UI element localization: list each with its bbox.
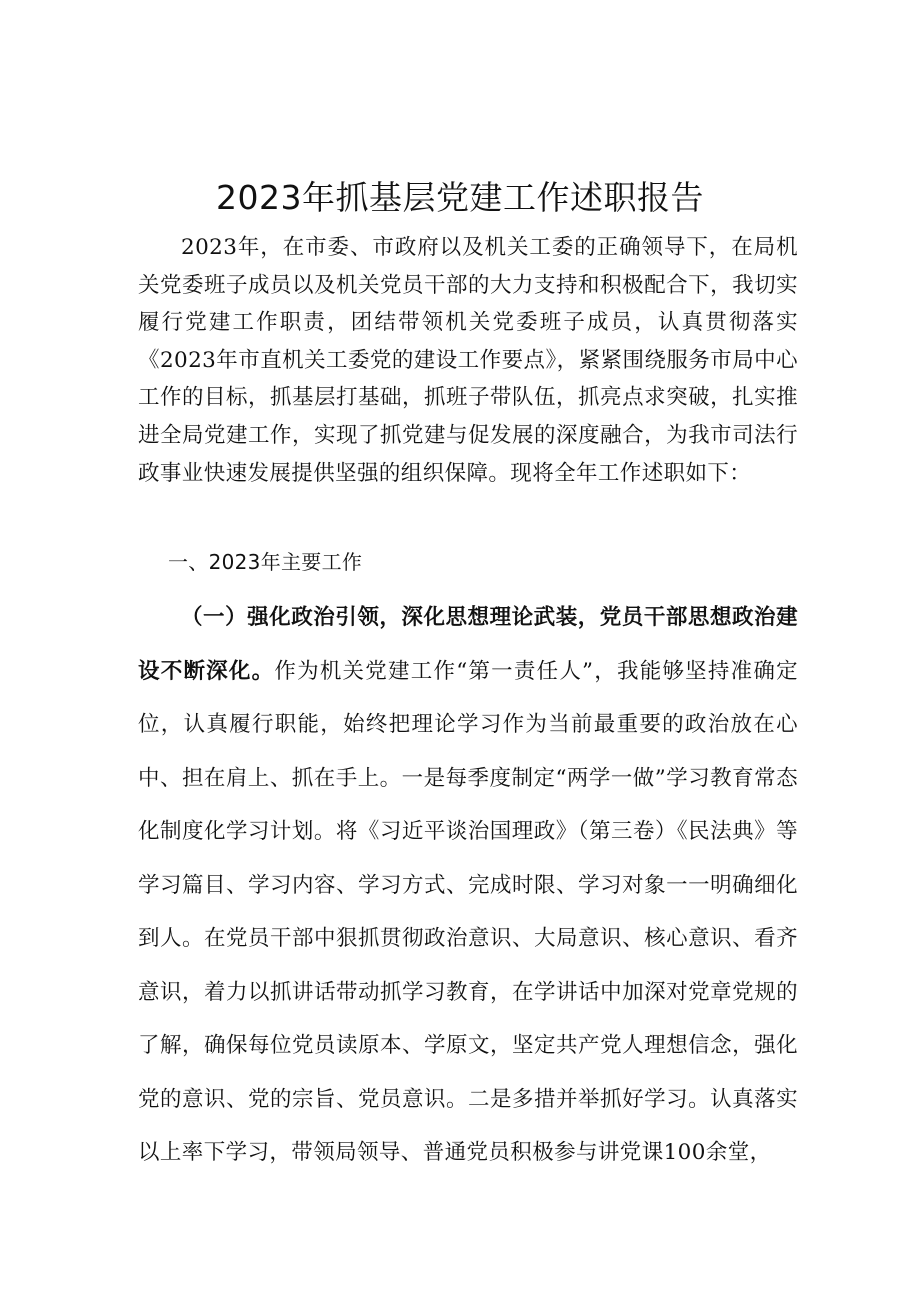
intro-paragraph: 2023年，在市委、市政府以及机关工委的正确领导下，在局机关党委班子成员以及机关党员干部的大力支持和积极配合下，我切实履行党建工作职责，团结带领机关党委班子成员，认真贯彻落实《2023年市直机关工委党的建设工作要点》，紧紧围绕服务市局中心工作的目标，抓基层打基础，抓班子带队伍，抓亮点求突破，扎实推进全局党建工作，实现了抓党建与促发展的深度融合，为我市司法行政事业快速发展提供坚强的组织保障。现将全年工作述职如下： [138,235,798,486]
section-heading: 一、2023年主要工作 [168,550,363,574]
subsection-body: 作为机关党建工作“第一责任人”，我能够坚持准确定位，认真履行职能，始终把理论学习作为当前最重要的政治放在心中、担在肩上、抓在手上。一是每季度制定“两学一做”学习教育常态化制度化学习计划。将《习近平谈治国理政》（第三卷）《民法典》等学习篇目、学习内容、学习方式、完成时限、学习对象一一明确细化到人。在党员干部中狠抓贯彻政治意识、大局意识、核心意识、看齐意识，着力以抓讲话带动抓学习教育，在学讲话中加深对党章党规的了解，确保每位党员读原本、学原文，坚定共产党人理想信念，强化党的意识、党的宗旨、党员意识。二是多措并举抓好学习。认真落实以上率下学习，带领局领导、普通党员积极参与讲党课100余堂， [138,658,798,1165]
subsection-lead: （一）强化政治引领，深化思想理论武装，党员干部思想政治建设不断深化。 [138,605,798,684]
document-title: 2023年抓基层党建工作述职报告 [216,178,704,217]
subsection-paragraph [138,591,798,1180]
